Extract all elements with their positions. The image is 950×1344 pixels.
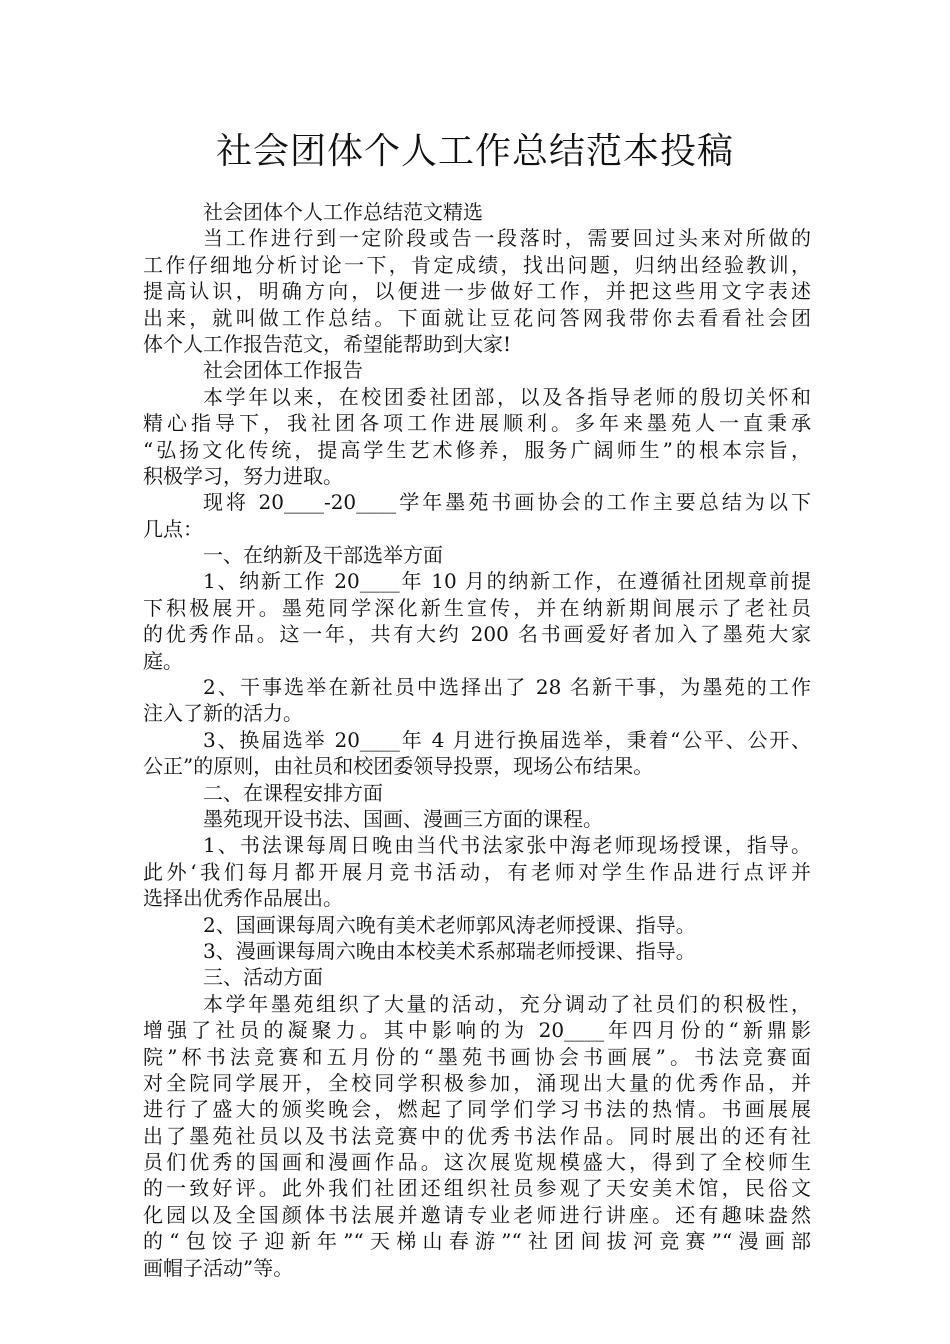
body-text-line: “弘扬文化传统，提高学生艺术修养，服务广阔师生”的根本宗旨， [143, 437, 811, 462]
body-text-line: 2、国画课每周六晚有美术老师郭风涛老师授课、指导。 [203, 912, 696, 937]
body-text-line: 二、在课程安排方面 [203, 780, 383, 805]
body-text-line: 出了墨苑社员以及书法竞赛中的优秀书法作品。同时展出的还有社 [143, 1123, 811, 1148]
document-title: 社会团体个人工作总结范本投稿 [215, 131, 734, 172]
body-text-line: 增强了社员的凝聚力。其中影响的为 20____年四月份的“新鼎影 [143, 1018, 811, 1043]
body-text-line: 现将 20____-20____学年墨苑书画协会的工作主要总结为以下 [203, 490, 811, 515]
body-text-line: 出来，就叫做工作总结。下面就让豆花问答网我带你去看看社会团 [143, 305, 811, 330]
body-text-line: 墨苑现开设书法、国画、漫画三方面的课程。 [203, 806, 603, 831]
body-text-line: 精心指导下，我社团各项工作进展顺利。多年来墨苑人一直秉承 [143, 411, 811, 436]
body-text-line: 的一致好评。此外我们社团还组织社员参观了天安美术馆，民俗文 [143, 1176, 811, 1201]
body-text-line: 提高认识，明确方向，以便进一步做好工作，并把这些用文字表述 [143, 279, 811, 304]
body-text-line: 本学年以来，在校团委社团部，以及各指导老师的殷切关怀和 [203, 384, 811, 409]
body-text-line: 化园以及全国颜体书法展并邀请专业老师进行讲座。还有趣味盎然 [143, 1202, 811, 1227]
body-text-line: 当工作进行到一定阶段或告一段落时，需要回过头来对所做的 [203, 226, 811, 251]
body-text-line: 此外‘我们每月都开展月竞书活动，有老师对学生作品进行点评并 [143, 859, 811, 884]
body-text-line: 选择出优秀作品展出。 [143, 886, 343, 911]
body-text-line: 几点： [143, 516, 203, 541]
body-text-line: 进行了盛大的颁奖晚会，燃起了同学们学习书法的热情。书画展展 [143, 1097, 811, 1122]
body-text-line: 3、换届选举 20____年 4 月进行换届选举，秉着“公平、公开、 [203, 727, 811, 752]
body-text-line: 下积极展开。墨苑同学深化新生宣传，并在纳新期间展示了老社员 [143, 595, 811, 620]
body-text-line: 2、干事选举在新社员中选择出了 28 名新干事，为墨苑的工作 [203, 675, 811, 700]
body-text-line: 一、在纳新及干部选举方面 [203, 543, 443, 568]
body-text-line: 1、书法课每周日晚由当代书法家张中海老师现场授课，指导。 [203, 833, 811, 858]
body-text-line: 本学年墨苑组织了大量的活动，充分调动了社员们的积极性， [203, 991, 811, 1016]
body-text-line: 员们优秀的国画和漫画作品。这次展览规模盛大，得到了全校师生 [143, 1150, 811, 1175]
body-text-line: 工作仔细地分析讨论一下，肯定成绩，找出问题，归纳出经验教训， [143, 252, 811, 277]
document-body [143, 199, 811, 1281]
body-text-line: 公正”的原则，由社员和校团委领导投票，现场公布结果。 [143, 754, 654, 779]
body-text-line: 的优秀作品。这一年，共有大约 200 名书画爱好者加入了墨苑大家 [143, 622, 811, 647]
body-text-line: 对全院同学展开，全校同学积极参加，涌现出大量的优秀作品，并 [143, 1070, 811, 1095]
body-text-line: 1、纳新工作 20____年 10 月的纳新工作，在遵循社团规章前提 [203, 569, 811, 594]
body-text-line: 积极学习，努力进取。 [143, 463, 343, 488]
body-text-line: 社会团体个人工作总结范文精选 [203, 200, 483, 224]
body-text-line: 3、漫画课每周六晚由本校美术系郝瑞老师授课、指导。 [203, 938, 696, 963]
body-text-line: 三、活动方面 [203, 965, 323, 990]
body-text-line: 体个人工作报告范文，希望能帮助到大家! [143, 331, 512, 356]
body-text-line: 庭。 [143, 648, 183, 673]
body-text-line: 社会团体工作报告 [203, 358, 363, 383]
body-text-line: 画帽子活动”等。 [143, 1255, 294, 1280]
body-text-line: 注入了新的活力。 [143, 701, 303, 726]
body-text-line: 院”杯书法竞赛和五月份的“墨苑书画协会书画展”。书法竞赛面 [143, 1044, 811, 1069]
body-text-line: 的“包饺子迎新年”“天梯山春游”“社团间拔河竞赛”“漫画部 [143, 1229, 811, 1254]
